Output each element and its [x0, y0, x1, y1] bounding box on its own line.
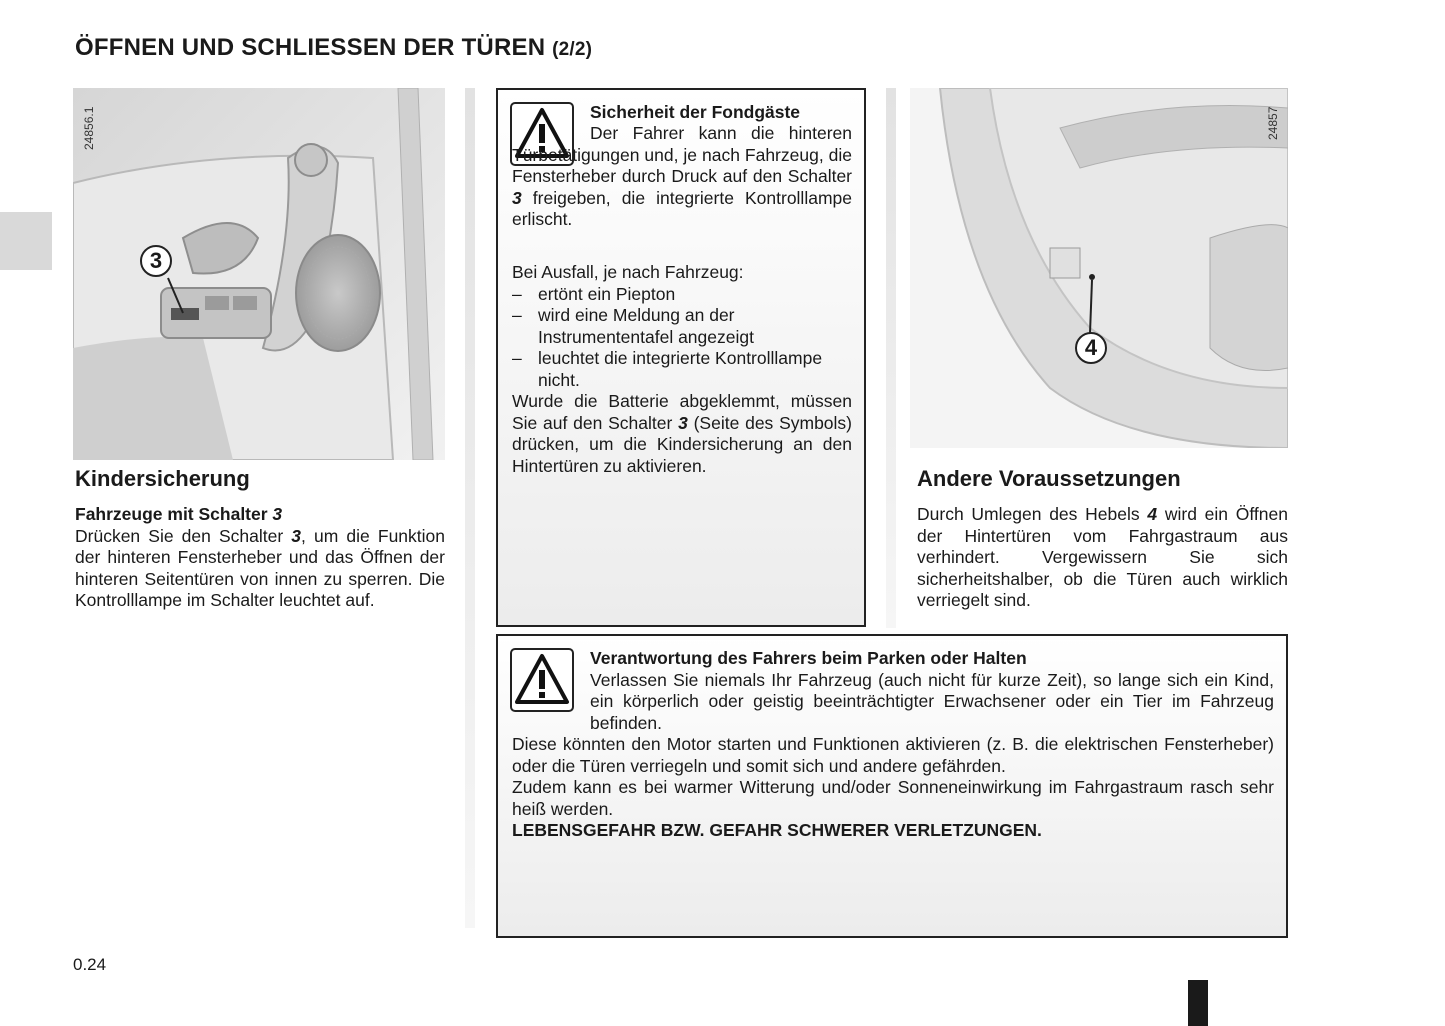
andere-ref: 4 — [1147, 504, 1158, 524]
kindersicherung-subheading-text: Fahrzeuge mit Schalter — [75, 504, 273, 524]
warning-box-rear-safety — [496, 88, 866, 627]
column-divider-left — [465, 88, 475, 928]
warning-rear-title: Sicherheit der Fondgäste — [590, 102, 801, 122]
kindersicherung-text-1: Drücken Sie den Schalter — [75, 525, 292, 546]
page-title-text: ÖFFNEN UND SCHLIESSEN DER TÜREN — [75, 34, 546, 61]
section-andere-voraussetzungen — [917, 466, 1288, 612]
andere-paragraph — [917, 504, 1288, 612]
page-title — [75, 34, 592, 62]
page-number: 0.24 — [73, 955, 107, 974]
kindersicherung-text-2: , um die Funktion der hinteren Fensterheber und das Öffnen der hinteren Seitentüren von innen zu sperren. Die Kontrolllampe im Schalter leuchtet auf. — [75, 525, 446, 610]
edge-marker — [1188, 980, 1208, 1026]
warning-rear-failure-intro: Bei Ausfall, je nach Fahrzeug: — [512, 262, 744, 282]
figure-door-lever — [910, 88, 1288, 448]
warning-parking-text-2: Diese könnten den Motor starten und Funktionen aktivieren (z. B. die elektrischen Fensterheber) oder die Türen verriegeln und somit sich und andere gefährden. — [512, 734, 1274, 776]
callout-4: 4 — [1075, 332, 1107, 364]
figure-right-ref: 24857 — [1266, 106, 1280, 140]
warning-parking-text-3: Zudem kann es bei warmer Witterung und/oder Sonneneinwirkung im Fahrgastraum rasch sehr heiß werden. — [512, 777, 1274, 819]
warning-parking-text-1: Verlassen Sie niemals Ihr Fahrzeug (auch nicht für kurze Zeit), so lange sich ein Kind, ein körperlich oder geistig beeinträchtigter Erwachsener oder ein Tier im Fahrzeug befinden. — [590, 669, 1274, 733]
callout-3: 3 — [140, 245, 172, 277]
warning-rear-text-1: Der Fahrer kann die hinteren Türbetätigungen und, je nach Fahrzeug, die Fensterheber durch Druck auf den Schalter — [512, 123, 852, 186]
failure-list — [512, 284, 852, 392]
section-kindersicherung — [75, 466, 445, 612]
kindersicherung-paragraph — [75, 526, 445, 612]
failure-item: – ertönt ein Piepton — [512, 284, 852, 306]
warning-rear-ref-1: 3 — [512, 187, 522, 208]
warning-rear-failure — [512, 262, 852, 477]
warning-rear-paragraph-1 — [512, 123, 852, 231]
warning-rear-ref-2: 3 — [678, 412, 688, 433]
andere-heading: Andere Voraussetzungen — [917, 466, 1181, 491]
warning-parking-title: Verantwortung des Fahrers beim Parken oder Halten — [590, 648, 1027, 668]
kindersicherung-heading: Kindersicherung — [75, 466, 250, 491]
andere-body — [917, 504, 1288, 612]
warning-rear-text-2: freigeben, die integrierte Kontrolllampe erlischt. — [512, 187, 852, 229]
andere-text-2: wird ein Öffnen der Hintertüren vom Fahrgastraum aus verhindert. Vergewissern Sie sich sicherheitshalber, ob die Türen auch wirklich verriegelt sind. — [917, 504, 1288, 610]
warning-box-parking — [496, 634, 1288, 938]
warning-rear-battery-2: (Seite des Symbols) drücken, um die Kindersicherung an den Hintertüren zu aktivieren. — [512, 412, 852, 476]
warning-parking-body — [512, 734, 1274, 842]
warning-triangle-icon — [510, 648, 574, 712]
kindersicherung-subheading-ref: 3 — [272, 504, 283, 524]
figure-left-ref: 24856.1 — [82, 106, 96, 150]
warning-rear-battery-1: Wurde die Batterie abgeklemmt, müssen Sie auf den Schalter — [512, 391, 852, 433]
failure-item: – wird eine Meldung an der Instrumententafel angezeigt — [512, 305, 852, 348]
warning-parking-head — [590, 648, 1274, 734]
warning-rear-battery — [512, 391, 852, 477]
kindersicherung-body — [75, 504, 445, 612]
warning-rear-head — [590, 102, 852, 124]
kindersicherung-subheading — [75, 504, 445, 526]
warning-parking-danger: LEBENSGEFAHR BZW. GEFAHR SCHWERER VERLETZUNGEN. — [512, 820, 1042, 840]
chapter-tab — [0, 212, 52, 270]
figure-door-switch — [73, 88, 445, 460]
door-panel-illustration — [73, 88, 445, 460]
door-edge-illustration — [910, 88, 1288, 448]
warning-rear-body — [512, 123, 852, 231]
page-title-suffix: (2/2) — [552, 39, 593, 60]
andere-text-1: Durch Umlegen des Hebels — [917, 504, 1148, 524]
column-divider-right — [886, 88, 896, 628]
failure-item: – leuchtet die integrierte Kontrolllampe nicht. — [512, 348, 852, 391]
kindersicherung-ref: 3 — [291, 525, 302, 546]
